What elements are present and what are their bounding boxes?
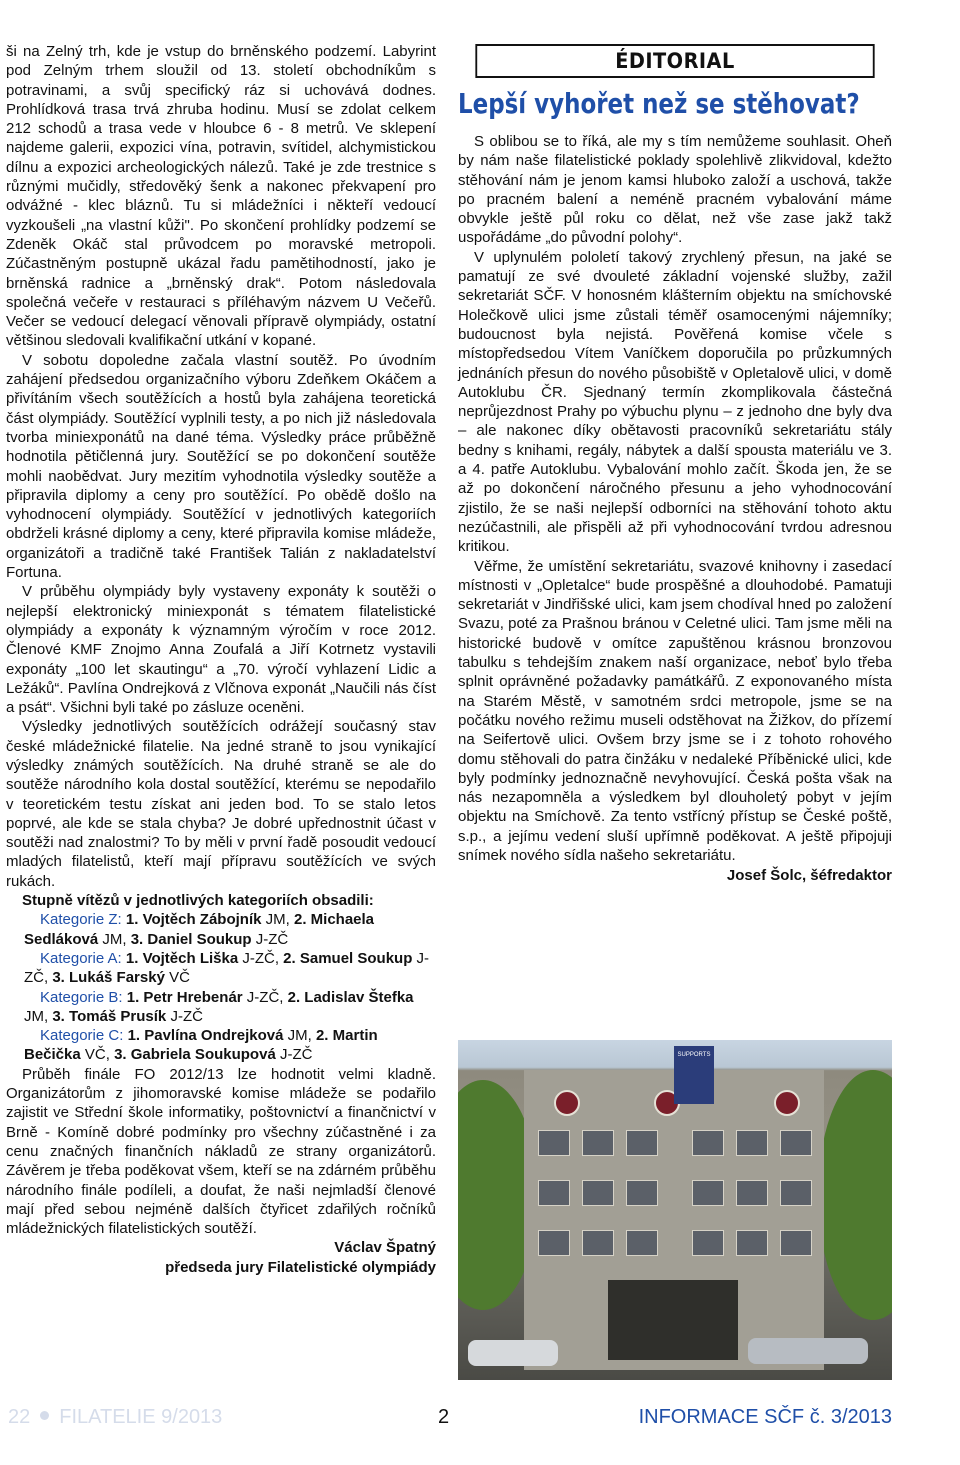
category-line xyxy=(6,949,436,988)
winner-club: J-ZČ xyxy=(275,1046,313,1064)
entrance xyxy=(608,1280,738,1360)
building-photo xyxy=(458,1040,892,1380)
winner-second: 2. Samuel Soukup xyxy=(283,949,413,967)
left-paragraph: V průběhu olympiády byly vystaveny exponáty k soutěži o nejlepší elektronický miniexponát s tématem filatelistické olympiády a exponáty k významným výročím v roce 2012. Členové KMF Znojmo Anna Zoufalá a Jiří Kotrnetz vystavili exponáty „100 let skautingu“ a „70. výročí vyhlazení Lidic a Ležáků“. Pavlína Ondrejková z Vlčnova exponát „Naučili nás číst a psát“. Všichni byli také po zásluze oceněni. xyxy=(6,583,436,717)
signature-name: Václav Špatný xyxy=(334,1239,436,1257)
category-line xyxy=(6,988,436,1027)
winner-third: 3. Lukáš Farský xyxy=(52,969,165,987)
footer-center-page: 2 xyxy=(438,1406,450,1428)
category-name: Kategorie C: xyxy=(40,1027,124,1045)
winner-club: VČ xyxy=(164,969,190,987)
left-paragraph: ši na Zelný trh, kde je vstup do brněnského podzemí. Labyrint pod Zelným trhem sloužil od 13. století obchodníkům s potravinami, a svůj specifický ráz si uchovává dodnes. Prohlídková trasa trvá zhruba hodinu. Musí se zdolat celkem 212 schodů a trasa vede v hloubce 6 - 8 metrů. Ve sklepení najdeme galerii, expozici vína, potravin, svítidel, alchymistickou dílnu a expozici archeologických nálezů. Také je zde trestnice s různými mučidly, středověký šenk a nakonec překvapení pro odvážné - klec bláznů. Tu si mládežníci i někteří vedoucí vyzkoušeli „na vlastní kůži". Po skončení prohlídky podzemí se Zdeněk Okáč stal průvodcem po moravské metropoli. Zúčastněným postupně ukázal řadu pamětihodností, jako je brněnská radnice a „brněnský drak“. Potom následovala společná večeře v restauraci s příléhavým názvem U Večeřů. Večer se vedoucí delegací věnovali přípravě olympiády, ostatní většinou sledovali kvalifikační utkání v kopané. xyxy=(6,43,436,350)
car xyxy=(468,1340,558,1366)
category-line xyxy=(6,1026,436,1065)
winner-club: J-ZČ xyxy=(166,1007,203,1025)
car xyxy=(748,1338,868,1364)
editorial-paragraph: S oblibou se to říká, ale my s tím nemůžeme souhlasit. Oheň by nám naše filatelistické poklady spolehlivě zlikvidoval, kdežto stěhování nám je jenom kamsi hluboko založí a uschová, takže po pracném balení a neméně pracném vybalování máme obvykle ještě půl roku co dělat, než vše zase jakž takž uspořádáme „do původní polohy“. xyxy=(458,133,892,247)
left-column xyxy=(6,42,436,1277)
editorial-headline: Lepší vyhořet než se stěhovat? xyxy=(458,87,860,120)
editorial-paragraph: V uplynulém pololetí takový zrychlený přesun, na jaké se pamatují ze své dvouleté základní vojenské služby, zažil sekretariát SČF. V honosném klášterním objektu na smíchovské Holečkově ulici jsme zůstali téměř osamocenými nájemníky; budoucnost byla nejistá. Pověřená komise včele s místopředsedou Vítem Vaníčkem doporučila po průzkumných jednáních přesun do nového působiště v Opletalově ulici, v domě Autoklubu ČR. Sjednaný termín zkomplikovala částečná neprůjezdnost Prahy po výbuchu plynu – z jednoho dne byly dva – ale nakonec díky obětavosti pracovníků sekretariátu stály bedny s knihami, regály, nábytek a další spousta materiálu ve 3. a 4. patře Autoklubu. Vybalování mohlo začít. Škoda jen, že se až po dokončení náročného přesunu a jeho vyhodnocování zjistilo, že se naši nejlepší odborníci na stěhování tohoto aktu nezúčastnili, ale přispěli až při vyhodnocování tvrdou adresnou kritikou. xyxy=(458,248,892,556)
winner-third: 3. Gabriela Soukupová xyxy=(114,1046,276,1064)
winner-first: 1. Vojtěch Zábojník xyxy=(125,911,262,929)
left-paragraph: Průběh finále FO 2012/13 lze hodnotit velmi kladně. Organizátorům z jihomoravské komise mládeže se podařilo zajistit ve Střední škole informatiky, poštovnictví a finančnictví v Brně - Komíně dobré podmínky pro všechny zúčastněné i za cenu značných finančních nákladů ze strany organizátorů. Závěrem je třeba poděkovat všem, kteří se na zdárném průběhu národního finále podíleli, a doufat, že naši nejmladší členové mají před sebou nejméně dalších čtyřicet zdařilých ročníků mládežnických filatelistických soutěží. xyxy=(6,1065,436,1238)
editorial-body xyxy=(458,132,892,865)
category-name: Kategorie Z: xyxy=(40,911,122,929)
winner-second: 2. Martin Bečička xyxy=(24,1027,378,1064)
winner-third: 3. Tomáš Prusík xyxy=(52,1007,167,1025)
winner-club: JM, xyxy=(283,1027,316,1045)
signature-role: předseda jury Filatelistické olympiády xyxy=(165,1258,436,1276)
winner-second: 2. Michaela Sedláková xyxy=(24,911,375,948)
winner-third: 3. Daniel Soukup xyxy=(130,930,252,948)
winner-first: 1. Petr Hrebenár xyxy=(126,988,243,1006)
emblem-icon xyxy=(774,1090,800,1116)
winner-club: J-ZČ, xyxy=(238,949,284,967)
category-name: Kategorie A: xyxy=(40,949,122,967)
winner-club: J-ZČ xyxy=(251,930,289,948)
left-paragraph: Výsledky jednotlivých soutěžících odrážejí současný stav české mládežnické filatelie. Na jedné straně to jsou vynikající výsledky známých soutěžících. Na druhé straně se ale do soutěže národního kola dostal soutěžící, kterému se nepodařilo v teoretickém testu získat ani jeden bod. To se stalo letos poprvé, ale kde se stala chyba? Je dobré upřednostnit účast v soutěži nad znalostmi? To by měli v první řadě posoudit vedoucí mladých filatelistů, kteří mají přípravu soutěžících ve svých rukách. xyxy=(6,718,436,890)
footer-right-title: INFORMACE SČF č. 3/2013 xyxy=(638,1406,892,1428)
winner-club: VČ, xyxy=(80,1046,115,1064)
left-paragraph: V sobotu dopoledne začala vlastní soutěž. Po úvodním zahájení předsedou organizačního výboru Zdeňkem Okáčem a přivítáním všech soutěžících a hostů byla zahájena teoretická část olympiády. Soutěžící vyplnili testy, a po nich již následovala tvorba miniexponátů na dané téma. Výsledky práce průběžně hodnotila pětičlenná jury. Soutěžící se po dokončení soutěže mohli naobědvat. Jury mezitím vyhodnotila výsledky soutěže a připravila diplomy a ceny pro soutěžící. Po obědě došlo na vyhodnocení olympiády. Soutěžící v jednotlivých kategoriích obdrželi krásné diplomy a ceny, které připravila komise mládeže, organizátoři a tradičně také František Talián z nakladatelství Fortuna. xyxy=(6,351,436,582)
emblem-icon xyxy=(554,1090,580,1116)
footer-left xyxy=(8,1406,222,1429)
footer-page-number: 22 xyxy=(8,1406,31,1428)
editorial-paragraph: Věřme, že umístění sekretariátu, svazové knihovny i zasedací místnosti v „Opletalce“ bude prospěšné a dlouhodobé. Pamatuji sekretariát v Jindřišské ulici, kam jsem chodíval hned po založení Svazu, poté za Prašnou bránou v Celetné ulici. Tam jsme měli na historické budově v omítce zapuštěnou krásnou bronzovou tabulku s tehdejším znakem naší organizace, neboť bylo třeba splnit oprávněné požadavky památkářů. Z exponovaného místa na Starém Městě, v samotném srdci metropole, jsme se na počátku nového režimu museli odstěhovat na Žižkov, do přízemí na Seifertově ulici. Ovšem brzy jsme se i z tohoto rohového domu stěhovali do patra činžáku v nedaleké Příběnické ulici, kde byly podmínky jednoznačně nevyhovující. Česká pošta však na nás nezapomněla a výsledkem byl dlouholetý pobyt v jejím objektu na Smíchově. Za tento vstřícný přístup se České poště, s.p., a jejímu vedení sluší upřímně poděkovat. A ještě připojuji snímek nového sídla našeho sekretariátu. xyxy=(458,557,892,864)
tree-right xyxy=(818,1070,892,1320)
banner-text: SUPPORTS xyxy=(677,1052,711,1058)
winner-club: JM, xyxy=(261,911,294,929)
winner-club: JM, xyxy=(24,1007,53,1025)
winner-first: 1. Pavlína Ondrejková xyxy=(127,1027,284,1045)
winner-club: JM, xyxy=(98,930,131,948)
editorial-signature: Josef Šolc, šéfredaktor xyxy=(726,867,892,885)
editorial-label: ÉDITORIAL xyxy=(475,44,874,78)
footer-publication: FILATELIE 9/2013 xyxy=(59,1406,223,1428)
editorial-column xyxy=(458,44,892,884)
winner-club: J-ZČ, xyxy=(24,949,430,987)
winners-heading: Stupně vítězů v jednotlivých kategoriích obsadili: xyxy=(22,892,374,910)
bullet-icon xyxy=(40,1411,49,1420)
winner-first: 1. Vojtěch Liška xyxy=(125,949,239,967)
category-line xyxy=(6,910,436,949)
category-name: Kategorie B: xyxy=(40,988,123,1006)
supports-banner xyxy=(674,1046,714,1104)
winner-second: 2. Ladislav Štefka xyxy=(287,988,414,1006)
winner-club: J-ZČ, xyxy=(242,988,288,1006)
